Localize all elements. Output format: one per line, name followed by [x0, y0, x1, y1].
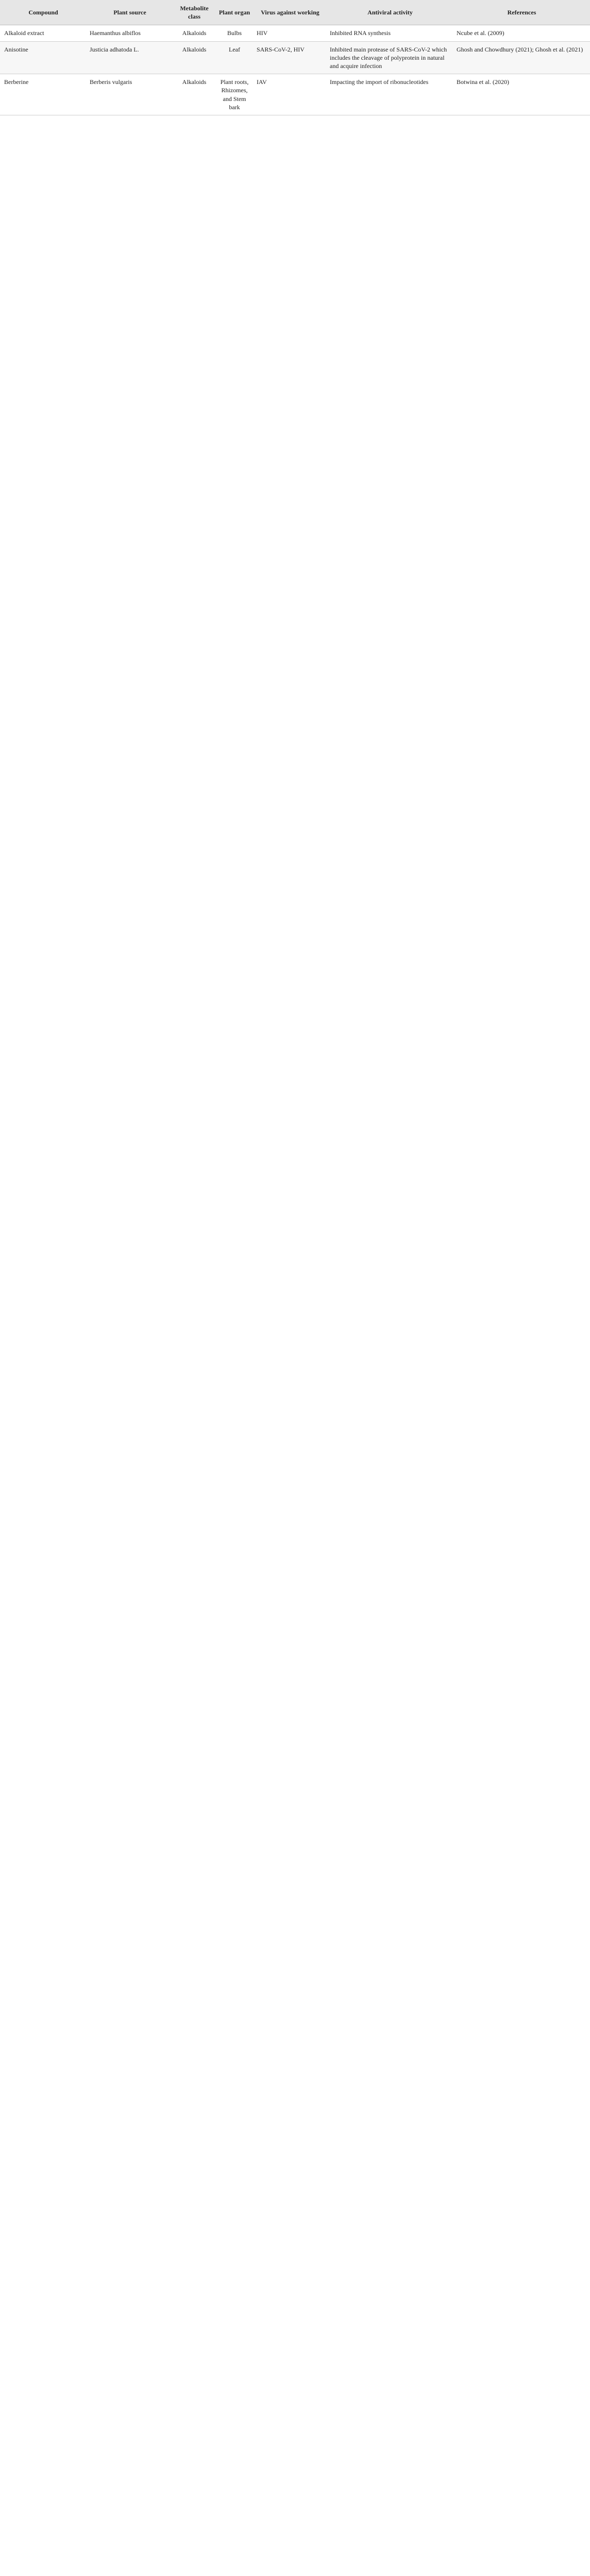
cell-virus: HIV	[254, 25, 327, 41]
cell-metabolite-class: Alkaloids	[173, 74, 215, 115]
cell-plant-source: Haemanthus albiflos	[87, 25, 173, 41]
cell-plant-source: Berberis vulgaris	[87, 74, 173, 115]
table-header	[0, 0, 590, 25]
cell-activity: Inhibited RNA synthesis	[327, 25, 453, 41]
cell-virus: SARS-CoV-2, HIV	[254, 41, 327, 74]
cell-metabolite-class: Alkaloids	[173, 41, 215, 74]
cell-plant-organ: Leaf	[215, 41, 254, 74]
header-metabolite-class: Metabolite class	[173, 0, 215, 25]
antiviral-compounds-table	[0, 0, 590, 115]
table-body	[0, 25, 590, 115]
cell-plant-organ: Plant roots, Rhizomes, and Stem bark	[215, 74, 254, 115]
cell-compound: Alkaloid extract	[0, 25, 87, 41]
table-row	[0, 25, 590, 41]
cell-compound: Berberine	[0, 74, 87, 115]
header-activity: Antiviral activity	[327, 0, 453, 25]
header-plant-source: Plant source	[87, 0, 173, 25]
header-virus: Virus against working	[254, 0, 327, 25]
cell-activity: Inhibited main protease of SARS-CoV-2 which includes the cleavage of polyprotein in natural and acquire infection	[327, 41, 453, 74]
table-row	[0, 41, 590, 74]
cell-references: Botwina et al. (2020)	[453, 74, 590, 115]
header-plant-organ: Plant organ	[215, 0, 254, 25]
cell-compound: Anisotine	[0, 41, 87, 74]
table-row	[0, 74, 590, 115]
cell-activity: Impacting the import of ribonucleotides	[327, 74, 453, 115]
cell-references: Ncube et al. (2009)	[453, 25, 590, 41]
header-references: References	[453, 0, 590, 25]
cell-references: Ghosh and Chowdhury (2021); Ghosh et al. (2021)	[453, 41, 590, 74]
header-compound: Compound	[0, 0, 87, 25]
cell-metabolite-class: Alkaloids	[173, 25, 215, 41]
cell-plant-source: Justicia adhatoda L.	[87, 41, 173, 74]
cell-plant-organ: Bulbs	[215, 25, 254, 41]
cell-virus: IAV	[254, 74, 327, 115]
